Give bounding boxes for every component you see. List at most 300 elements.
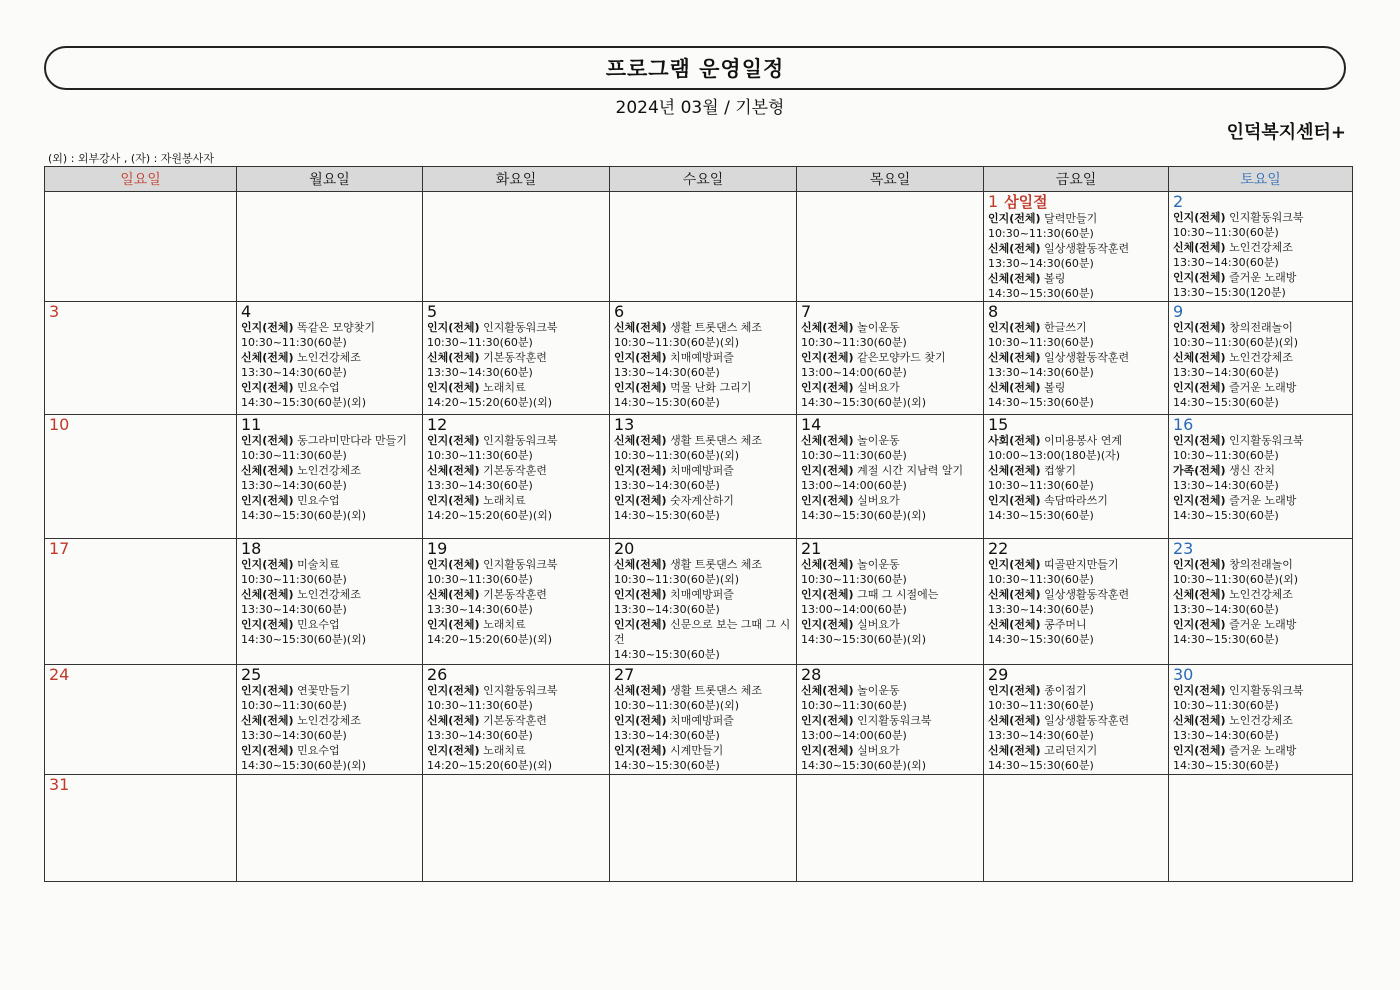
program-event	[1173, 463, 1349, 493]
day-number-text: 6	[614, 302, 625, 321]
day-cell	[45, 192, 237, 302]
event-time: 13:00~14:00(60분)	[801, 366, 907, 379]
day-number-text: 31	[49, 775, 70, 794]
event-time: 13:00~14:00(60분)	[801, 479, 907, 492]
event-time: 10:30~11:30(60분)	[1173, 699, 1279, 712]
event-time: 10:30~11:30(60분)	[1173, 226, 1279, 239]
event-time: 14:30~15:30(60분)	[988, 396, 1094, 409]
event-time: 13:30~14:30(60분)	[241, 479, 347, 492]
day-cell	[797, 415, 984, 539]
event-time: 14:30~15:30(60분)	[1173, 759, 1279, 772]
event-category: 인지(전체)	[1173, 434, 1226, 447]
event-category: 가족(전체)	[1173, 464, 1226, 477]
program-event	[988, 320, 1165, 350]
event-name: 인지활동워크북	[1229, 211, 1304, 224]
event-time: 14:30~15:30(60분)	[1173, 396, 1279, 409]
event-time: 13:30~14:30(60분)	[427, 366, 533, 379]
event-category: 인지(전체)	[241, 434, 294, 447]
day-cell	[797, 192, 984, 302]
event-name: 볼링	[1044, 272, 1066, 285]
program-event	[988, 743, 1165, 773]
program-event	[801, 463, 980, 493]
day-number	[1173, 193, 1349, 210]
program-event	[801, 713, 980, 743]
event-name: 노래치료	[483, 744, 526, 757]
day-cell	[237, 539, 423, 665]
event-time: 10:30~11:30(60분)	[801, 449, 907, 462]
day-number	[49, 540, 233, 557]
program-event	[988, 211, 1165, 241]
event-time: 10:30~11:30(60분)(외)	[614, 573, 740, 586]
week-row	[45, 539, 1353, 665]
event-category: 인지(전체)	[801, 494, 854, 507]
day-cell	[423, 302, 610, 415]
event-name: 달력만들기	[1044, 212, 1098, 225]
event-time: 14:30~15:30(60분)	[614, 396, 720, 409]
event-name: 치매예방퍼즐	[670, 464, 734, 477]
program-event	[241, 713, 419, 743]
event-name: 인지활동워크북	[483, 434, 558, 447]
week-row	[45, 302, 1353, 415]
event-name: 인지활동워크북	[483, 558, 558, 571]
weekday-header-tue: 화요일	[423, 167, 610, 192]
event-category: 신체(전체)	[427, 588, 480, 601]
day-number-text: 18	[241, 539, 262, 558]
event-name: 볼링	[1044, 381, 1066, 394]
event-category: 신체(전체)	[988, 744, 1041, 757]
event-category: 인지(전체)	[988, 212, 1041, 225]
program-event	[241, 617, 419, 647]
day-number	[49, 666, 233, 683]
day-cell	[45, 539, 237, 665]
program-event	[614, 557, 793, 587]
day-number-text: 20	[614, 539, 635, 558]
event-time: 13:30~14:30(60분)	[614, 479, 720, 492]
event-name: 생신 잔치	[1229, 464, 1276, 477]
event-category: 신체(전체)	[988, 618, 1041, 631]
event-time: 13:30~14:30(60분)	[241, 729, 347, 742]
event-name: 일상생활동작훈련	[1044, 588, 1130, 601]
event-time: 13:30~14:30(60분)	[427, 479, 533, 492]
program-event	[241, 557, 419, 587]
event-category: 인지(전체)	[801, 381, 854, 394]
program-event	[614, 463, 793, 493]
event-name: 일상생활동작훈련	[1044, 714, 1130, 727]
event-name: 일상생활동작훈련	[1044, 351, 1130, 364]
program-event	[241, 683, 419, 713]
calendar-table	[44, 166, 1353, 882]
program-event	[1173, 433, 1349, 463]
event-time: 14:30~15:30(60분)(외)	[801, 633, 927, 646]
event-name: 즐거운 노래방	[1229, 271, 1297, 284]
event-time: 13:30~14:30(60분)	[988, 366, 1094, 379]
event-name: 신문으로 보는 그때 그 시건	[614, 618, 791, 646]
event-category: 신체(전체)	[241, 464, 294, 477]
event-category: 인지(전체)	[241, 381, 294, 394]
event-category: 인지(전체)	[241, 494, 294, 507]
event-name: 치매예방퍼즐	[670, 351, 734, 364]
day-cell	[610, 775, 797, 882]
program-event	[614, 713, 793, 743]
event-name: 계절 시간 지남력 알기	[857, 464, 964, 477]
weekday-header-fri: 금요일	[984, 167, 1169, 192]
day-number-text: 4	[241, 302, 252, 321]
event-time: 13:30~14:30(60분)	[1173, 479, 1279, 492]
event-category: 인지(전체)	[427, 494, 480, 507]
program-event	[988, 617, 1165, 647]
program-event	[1173, 493, 1349, 523]
event-name: 동그라미만다라 만들기	[297, 434, 407, 447]
event-time: 14:30~15:30(60분)(외)	[241, 396, 367, 409]
program-event	[801, 557, 980, 587]
weekday-header-sat: 토요일	[1169, 167, 1353, 192]
event-time: 10:30~11:30(60분)	[241, 449, 347, 462]
event-category: 인지(전체)	[801, 588, 854, 601]
day-cell	[1169, 775, 1353, 882]
day-number-text: 3	[49, 302, 60, 321]
event-name: 똑같은 모양찾기	[297, 321, 375, 334]
program-event	[1173, 587, 1349, 617]
event-name: 놀이운동	[857, 321, 900, 334]
day-number	[988, 666, 1165, 683]
event-category: 신체(전체)	[988, 588, 1041, 601]
program-event	[801, 320, 980, 350]
event-name: 치매예방퍼즐	[670, 588, 734, 601]
event-time: 10:30~11:30(60분)(외)	[614, 699, 740, 712]
event-time: 10:30~11:30(60분)	[427, 336, 533, 349]
day-cell	[797, 539, 984, 665]
day-cell	[797, 665, 984, 775]
day-number-text: 13	[614, 415, 635, 434]
day-cell	[984, 302, 1169, 415]
event-category: 인지(전체)	[614, 381, 667, 394]
event-category: 신체(전체)	[988, 242, 1041, 255]
event-name: 띠골판지만들기	[1044, 558, 1119, 571]
program-event	[801, 683, 980, 713]
program-event	[1173, 270, 1349, 300]
day-cell	[237, 415, 423, 539]
program-event	[1173, 350, 1349, 380]
day-number	[801, 303, 980, 320]
event-name: 종이접기	[1044, 684, 1087, 697]
program-event	[614, 587, 793, 617]
week-row	[45, 665, 1353, 775]
event-time: 13:00~14:00(60분)	[801, 603, 907, 616]
day-cell	[237, 192, 423, 302]
program-event	[614, 380, 793, 410]
event-category: 신체(전체)	[241, 714, 294, 727]
event-time: 10:30~11:30(60분)(외)	[1173, 336, 1299, 349]
day-cell	[423, 775, 610, 882]
holiday-label: 삼일절	[1004, 193, 1048, 211]
event-name: 생활 트롯댄스 체조	[670, 321, 763, 334]
event-time: 14:30~15:30(60분)	[1173, 633, 1279, 646]
program-event	[801, 617, 980, 647]
program-event	[427, 587, 606, 617]
event-time: 13:30~14:30(60분)	[241, 366, 347, 379]
program-event	[241, 380, 419, 410]
event-category: 신체(전체)	[988, 714, 1041, 727]
event-time: 14:30~15:30(60분)(외)	[801, 509, 927, 522]
event-category: 인지(전체)	[427, 744, 480, 757]
program-event	[614, 320, 793, 350]
event-time: 14:20~15:20(60분)(외)	[427, 396, 553, 409]
event-time: 10:30~11:30(60분)	[427, 449, 533, 462]
event-category: 인지(전체)	[801, 464, 854, 477]
event-category: 인지(전체)	[1173, 618, 1226, 631]
program-event	[988, 433, 1165, 463]
event-category: 인지(전체)	[1173, 321, 1226, 334]
event-time: 10:30~11:30(60분)	[241, 699, 347, 712]
event-name: 실버요가	[857, 618, 900, 631]
day-number	[241, 416, 419, 433]
event-category: 신체(전체)	[614, 434, 667, 447]
event-time: 10:00~13:00(180분)(자)	[988, 449, 1121, 462]
event-name: 속담따라쓰기	[1044, 494, 1108, 507]
day-number-text: 25	[241, 665, 262, 684]
event-category: 인지(전체)	[427, 558, 480, 571]
event-time: 13:30~14:30(60분)	[988, 729, 1094, 742]
day-number	[427, 666, 606, 683]
event-name: 즐거운 노래방	[1229, 381, 1297, 394]
day-number	[1173, 416, 1349, 433]
day-cell	[45, 415, 237, 539]
program-event	[614, 617, 793, 662]
program-event	[241, 433, 419, 463]
day-number-text: 22	[988, 539, 1009, 558]
event-time: 13:30~14:30(60분)	[988, 257, 1094, 270]
event-name: 기본동작훈련	[483, 588, 547, 601]
day-number	[801, 666, 980, 683]
event-time: 13:30~14:30(60분)	[427, 729, 533, 742]
event-time: 14:30~15:30(60분)(외)	[801, 759, 927, 772]
day-cell	[984, 665, 1169, 775]
program-event	[988, 713, 1165, 743]
day-number	[241, 540, 419, 557]
day-number	[49, 416, 233, 433]
event-name: 인지활동워크북	[483, 684, 558, 697]
day-number-text: 1	[988, 192, 999, 211]
event-name: 놀이운동	[857, 684, 900, 697]
event-name: 기본동작훈련	[483, 714, 547, 727]
event-name: 민요수업	[297, 381, 340, 394]
event-time: 10:30~11:30(60분)	[801, 573, 907, 586]
day-cell	[423, 192, 610, 302]
event-name: 놀이운동	[857, 434, 900, 447]
event-category: 인지(전체)	[1173, 211, 1226, 224]
program-event	[427, 683, 606, 713]
program-event	[988, 683, 1165, 713]
event-time: 13:30~14:30(60분)	[241, 603, 347, 616]
event-category: 인지(전체)	[614, 714, 667, 727]
program-event	[241, 493, 419, 523]
day-number	[614, 303, 793, 320]
event-name: 생활 트롯댄스 체조	[670, 558, 763, 571]
event-time: 14:20~15:20(60분)(외)	[427, 759, 553, 772]
day-number	[801, 540, 980, 557]
event-time: 13:30~14:30(60분)	[1173, 366, 1279, 379]
event-category: 신체(전체)	[1173, 241, 1226, 254]
page-title: 프로그램 운영일정	[605, 57, 785, 81]
event-time: 10:30~11:30(60분)	[988, 573, 1094, 586]
event-name: 인지활동워크북	[857, 714, 932, 727]
event-category: 신체(전체)	[801, 321, 854, 334]
program-event	[801, 433, 980, 463]
event-time: 10:30~11:30(60분)(외)	[614, 336, 740, 349]
program-event	[801, 350, 980, 380]
event-category: 인지(전체)	[614, 588, 667, 601]
day-cell	[423, 665, 610, 775]
day-number-text: 14	[801, 415, 822, 434]
event-category: 인지(전체)	[241, 684, 294, 697]
event-category: 인지(전체)	[427, 684, 480, 697]
day-cell	[610, 192, 797, 302]
event-time: 10:30~11:30(60분)	[427, 573, 533, 586]
day-number-text: 19	[427, 539, 448, 558]
event-name: 실버요가	[857, 494, 900, 507]
event-name: 창의전래놀이	[1229, 321, 1293, 334]
event-name: 같은모양카드 찾기	[857, 351, 946, 364]
day-cell	[610, 415, 797, 539]
event-category: 신체(전체)	[1173, 351, 1226, 364]
day-cell	[237, 775, 423, 882]
day-number-text: 7	[801, 302, 812, 321]
event-name: 일상생활동작훈련	[1044, 242, 1130, 255]
program-event	[988, 350, 1165, 380]
event-name: 실버요가	[857, 744, 900, 757]
day-cell	[797, 775, 984, 882]
event-category: 인지(전체)	[1173, 494, 1226, 507]
event-time: 13:30~14:30(60분)	[988, 603, 1094, 616]
program-event	[427, 557, 606, 587]
program-event	[801, 743, 980, 773]
event-name: 노래치료	[483, 494, 526, 507]
event-category: 신체(전체)	[988, 381, 1041, 394]
day-number-text: 24	[49, 665, 70, 684]
day-number	[427, 303, 606, 320]
event-name: 시계만들기	[670, 744, 724, 757]
weekday-header-wed: 수요일	[610, 167, 797, 192]
day-number-text: 15	[988, 415, 1009, 434]
event-category: 인지(전체)	[614, 464, 667, 477]
program-event	[614, 743, 793, 773]
week-row	[45, 415, 1353, 539]
day-number	[49, 303, 233, 320]
weekday-header-mon: 월요일	[237, 167, 423, 192]
legend: (외) : 외부강사 , (자) : 자원봉사자	[48, 152, 214, 165]
program-event	[1173, 557, 1349, 587]
day-number	[1173, 540, 1349, 557]
event-time: 14:30~15:30(60분)	[988, 759, 1094, 772]
day-number-text: 9	[1173, 302, 1184, 321]
day-cell	[984, 192, 1169, 302]
day-cell	[984, 775, 1169, 882]
day-number-text: 12	[427, 415, 448, 434]
program-event	[427, 713, 606, 743]
event-name: 기본동작훈련	[483, 351, 547, 364]
event-category: 인지(전체)	[241, 321, 294, 334]
day-cell	[45, 302, 237, 415]
program-event	[1173, 240, 1349, 270]
event-time: 13:30~14:30(60분)	[1173, 603, 1279, 616]
program-event	[1173, 743, 1349, 773]
program-event	[614, 493, 793, 523]
program-event	[241, 463, 419, 493]
event-name: 기본동작훈련	[483, 464, 547, 477]
event-category: 인지(전체)	[801, 618, 854, 631]
event-time: 13:30~14:30(60분)	[1173, 729, 1279, 742]
day-cell	[423, 415, 610, 539]
week-row	[45, 775, 1353, 882]
program-event	[241, 320, 419, 350]
event-time: 13:30~14:30(60분)	[614, 729, 720, 742]
program-event	[1173, 617, 1349, 647]
program-event	[241, 350, 419, 380]
program-event	[801, 380, 980, 410]
program-event	[1173, 380, 1349, 410]
day-number	[988, 193, 1165, 211]
event-name: 인지활동워크북	[1229, 434, 1304, 447]
event-name: 고리던지기	[1044, 744, 1098, 757]
day-number-text: 21	[801, 539, 822, 558]
event-name: 민요수업	[297, 494, 340, 507]
event-name: 노인건강체조	[1229, 588, 1293, 601]
event-category: 사회(전체)	[988, 434, 1041, 447]
event-time: 14:30~15:30(60분)	[988, 633, 1094, 646]
event-name: 노인건강체조	[1229, 714, 1293, 727]
event-name: 창의전래놀이	[1229, 558, 1293, 571]
event-time: 13:30~14:30(60분)	[1173, 256, 1279, 269]
event-time: 10:30~11:30(60분)	[988, 479, 1094, 492]
day-number	[988, 540, 1165, 557]
day-number	[614, 540, 793, 557]
day-number-text: 29	[988, 665, 1009, 684]
event-name: 노인건강체조	[1229, 241, 1293, 254]
event-time: 10:30~11:30(60분)	[241, 573, 347, 586]
event-category: 신체(전체)	[801, 558, 854, 571]
program-event	[988, 557, 1165, 587]
day-cell	[1169, 302, 1353, 415]
event-name: 실버요가	[857, 381, 900, 394]
day-number-text: 11	[241, 415, 262, 434]
day-number	[614, 666, 793, 683]
event-time: 10:30~11:30(60분)(외)	[1173, 573, 1299, 586]
event-category: 인지(전체)	[427, 321, 480, 334]
event-category: 인지(전체)	[427, 618, 480, 631]
event-category: 인지(전체)	[241, 558, 294, 571]
day-cell	[797, 302, 984, 415]
program-event	[427, 617, 606, 647]
event-time: 10:30~11:30(60분)(외)	[614, 449, 740, 462]
event-time: 13:30~14:30(60분)	[614, 603, 720, 616]
page-subtitle: 2024년 03월 / 기본형	[615, 98, 785, 118]
event-time: 14:30~15:30(60분)	[614, 509, 720, 522]
day-number-text: 17	[49, 539, 70, 558]
program-event	[988, 463, 1165, 493]
day-number	[241, 303, 419, 320]
event-name: 숫자계산하기	[670, 494, 734, 507]
event-name: 생활 트롯댄스 체조	[670, 684, 763, 697]
program-event	[427, 743, 606, 773]
event-category: 인지(전체)	[427, 381, 480, 394]
day-number-text: 10	[49, 415, 70, 434]
day-cell	[1169, 539, 1353, 665]
program-event	[801, 587, 980, 617]
week-row	[45, 192, 1353, 302]
event-category: 인지(전체)	[988, 494, 1041, 507]
event-category: 인지(전체)	[1173, 558, 1226, 571]
day-cell	[237, 665, 423, 775]
